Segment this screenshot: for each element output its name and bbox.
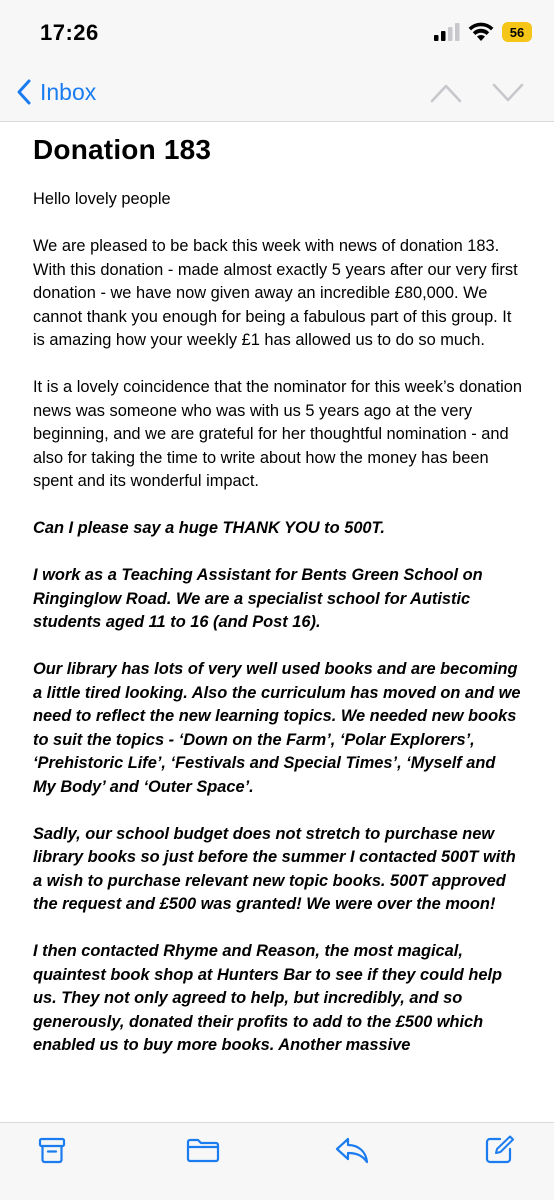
status-bar — [0, 0, 554, 66]
status-time: 17:26 — [40, 20, 99, 45]
email-paragraph-intro: We are pleased to be back this week with news of donation 183. With this donation - made almost exactly 5 years after our very first donation - we have now given away an incredible £80,000. We cannot thank you enough for being a fabulous part of this group. It is amazing how your weekly £1 has allowed us to do so much. — [33, 237, 518, 349]
battery-indicator — [502, 22, 532, 42]
archive-icon[interactable] — [38, 1135, 66, 1165]
email-body[interactable] — [0, 122, 554, 1122]
chevron-left-icon — [16, 78, 32, 106]
back-label: Inbox — [40, 78, 97, 105]
battery-level: 56 — [509, 24, 525, 40]
email-paragraph-teaching-assistant: I work as a Teaching Assistant for Bents Green School on Ringinglow Road. We are a specialist school for Autistic students aged 11 to 16 (and Post 16). — [33, 566, 483, 631]
cellular-signal-icon — [434, 23, 460, 41]
message-navigation — [430, 82, 524, 104]
reply-icon[interactable] — [334, 1135, 370, 1165]
email-paragraph-thanks: Can I please say a huge THANK YOU to 500T. — [33, 519, 385, 537]
email-paragraph-budget: Sadly, our school budget does not stretch to purchase new library books so just before the summer I contacted 500T with a wish to purchase relevant new topic books. 500T approved the request and £500 was granted! We were over the moon! — [33, 824, 516, 913]
bottom-toolbar — [0, 1122, 554, 1200]
email-subject: Donation 183 — [33, 134, 212, 165]
status-indicators — [434, 22, 532, 42]
wifi-icon — [468, 22, 494, 42]
email-paragraph-library: Our library has lots of very well used books and are becoming a little tired looking. Also the curriculum has moved on and we need to reflect the new learning topics. We needed new books to suit the topics - ‘Down on the Farm’, ‘Polar Explorers’, ‘Prehistoric Life’, ‘Festivals and Special Times’, ‘Myself and My Body’ and ‘Outer Space’. — [33, 660, 521, 796]
compose-icon[interactable] — [484, 1135, 516, 1165]
navigation-bar — [0, 66, 554, 122]
email-paragraph-greeting: Hello lovely people — [33, 190, 171, 208]
email-paragraph-coincidence: It is a lovely coincidence that the nominator for this week’s donation news was someone who was with us 5 years ago at the very beginning, and we are grateful for her thoughtful nomination - and also for taking the time to write about how the money has been spent and its wonderful impact. — [33, 378, 522, 490]
chevron-down-icon[interactable] — [492, 82, 524, 104]
chevron-up-icon[interactable] — [430, 82, 462, 104]
email-paragraph-bookshop: I then contacted Rhyme and Reason, the most magical, quaintest book shop at Hunters Bar to see if they could help us. They not only agreed to help, but incredibly, and so generously, donated their profits to add to the £500 which enabled us to buy more books. Another massive — [33, 942, 503, 1054]
folder-icon[interactable] — [186, 1135, 220, 1165]
back-to-inbox-button[interactable] — [16, 78, 96, 106]
